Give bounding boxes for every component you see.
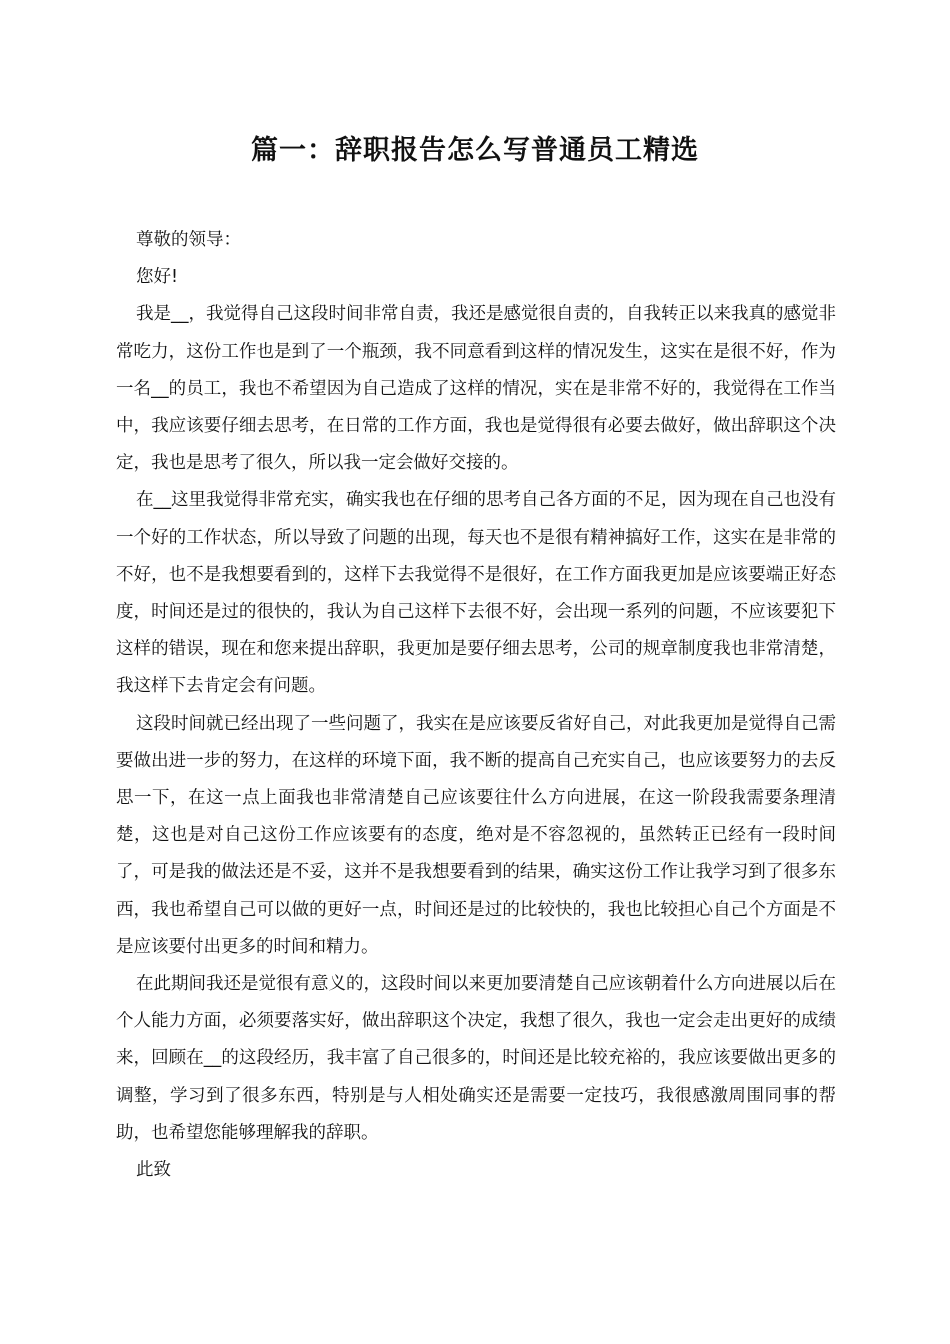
body-paragraph: 我是__，我觉得自己这段时间非常自责，我还是感觉很自责的，自我转正以来我真的感觉非常吃力，这份工作也是到了一个瓶颈，我不同意看到这样的情况发生，这实在是很不好，作为一名__的员工，我也不希望因为自己造成了这样的情况，实在是非常不好的，我觉得在工作当中，我应该要仔细去思考，在日常的工作方面，我也是觉得很有必要去做好，做出辞职这个决定，我也是思考了很久，所以我一定会做好交接的。 [116,304,836,474]
salutation: 尊敬的领导： [136,230,241,250]
body-paragraph: 在此期间我还是觉很有意义的，这段时间以来更加要清楚自己应该朝着什么方向进展以后在个人能力方面，必须要落实好，做出辞职这个决定，我想了很久，我也一定会走出更好的成绩来，回顾在__的这段经历，我丰富了自己很多的，时间还是比较充裕的，我应该要做出更多的调整，学习到了很多东西，特别是与人相处确实还是需要一定技巧，我很感激周围同事的帮助，也希望您能够理解我的辞职。 [116,974,836,1143]
body-paragraph: 这段时间就已经出现了一些问题了，我实在是应该要反省好自己，对此我更加是觉得自己需要做出进一步的努力，在这样的环境下面，我不断的提高自己充实自己，也应该要努力的去反思一下，在这一点上面我也非常清楚自己应该要往什么方向进展，在这一阶段我需要条理清楚，这也是对自己这份工作应该要有的态度，绝对是不容忽视的，虽然转正已经有一段时间了，可是我的做法还是不妥，这并不是我想要看到的结果，确实这份工作让我学习到了很多东西，我也希望自己可以做的更好一点，时间还是过的比较快的，我也比较担心自己个方面是不是应该要付出更多的时间和精力。 [116,713,836,957]
document-title: 篇一：辞职报告怎么写普通员工精选 [251,135,699,166]
body-paragraph: 在__这里我觉得非常充实，确实我也在仔细的思考自己各方面的不足，因为现在自己也没有一个好的工作状态，所以导致了问题的出现，每天也不是很有精神搞好工作，这实在是非常的不好，也不是我想要看到的，这样下去我觉得不是很好，在工作方面我更加是应该要端正好态度，时间还是过的很快的，我认为自己这样下去很不好，会出现一系列的问题，不应该要犯下这样的错误，现在和您来提出辞职，我更加是要仔细去思考，公司的规章制度我也非常清楚，我这样下去肯定会有问题。 [116,490,836,697]
greeting: 您好! [136,267,179,288]
document-body [116,222,836,1189]
closing: 此致 [136,1160,171,1181]
